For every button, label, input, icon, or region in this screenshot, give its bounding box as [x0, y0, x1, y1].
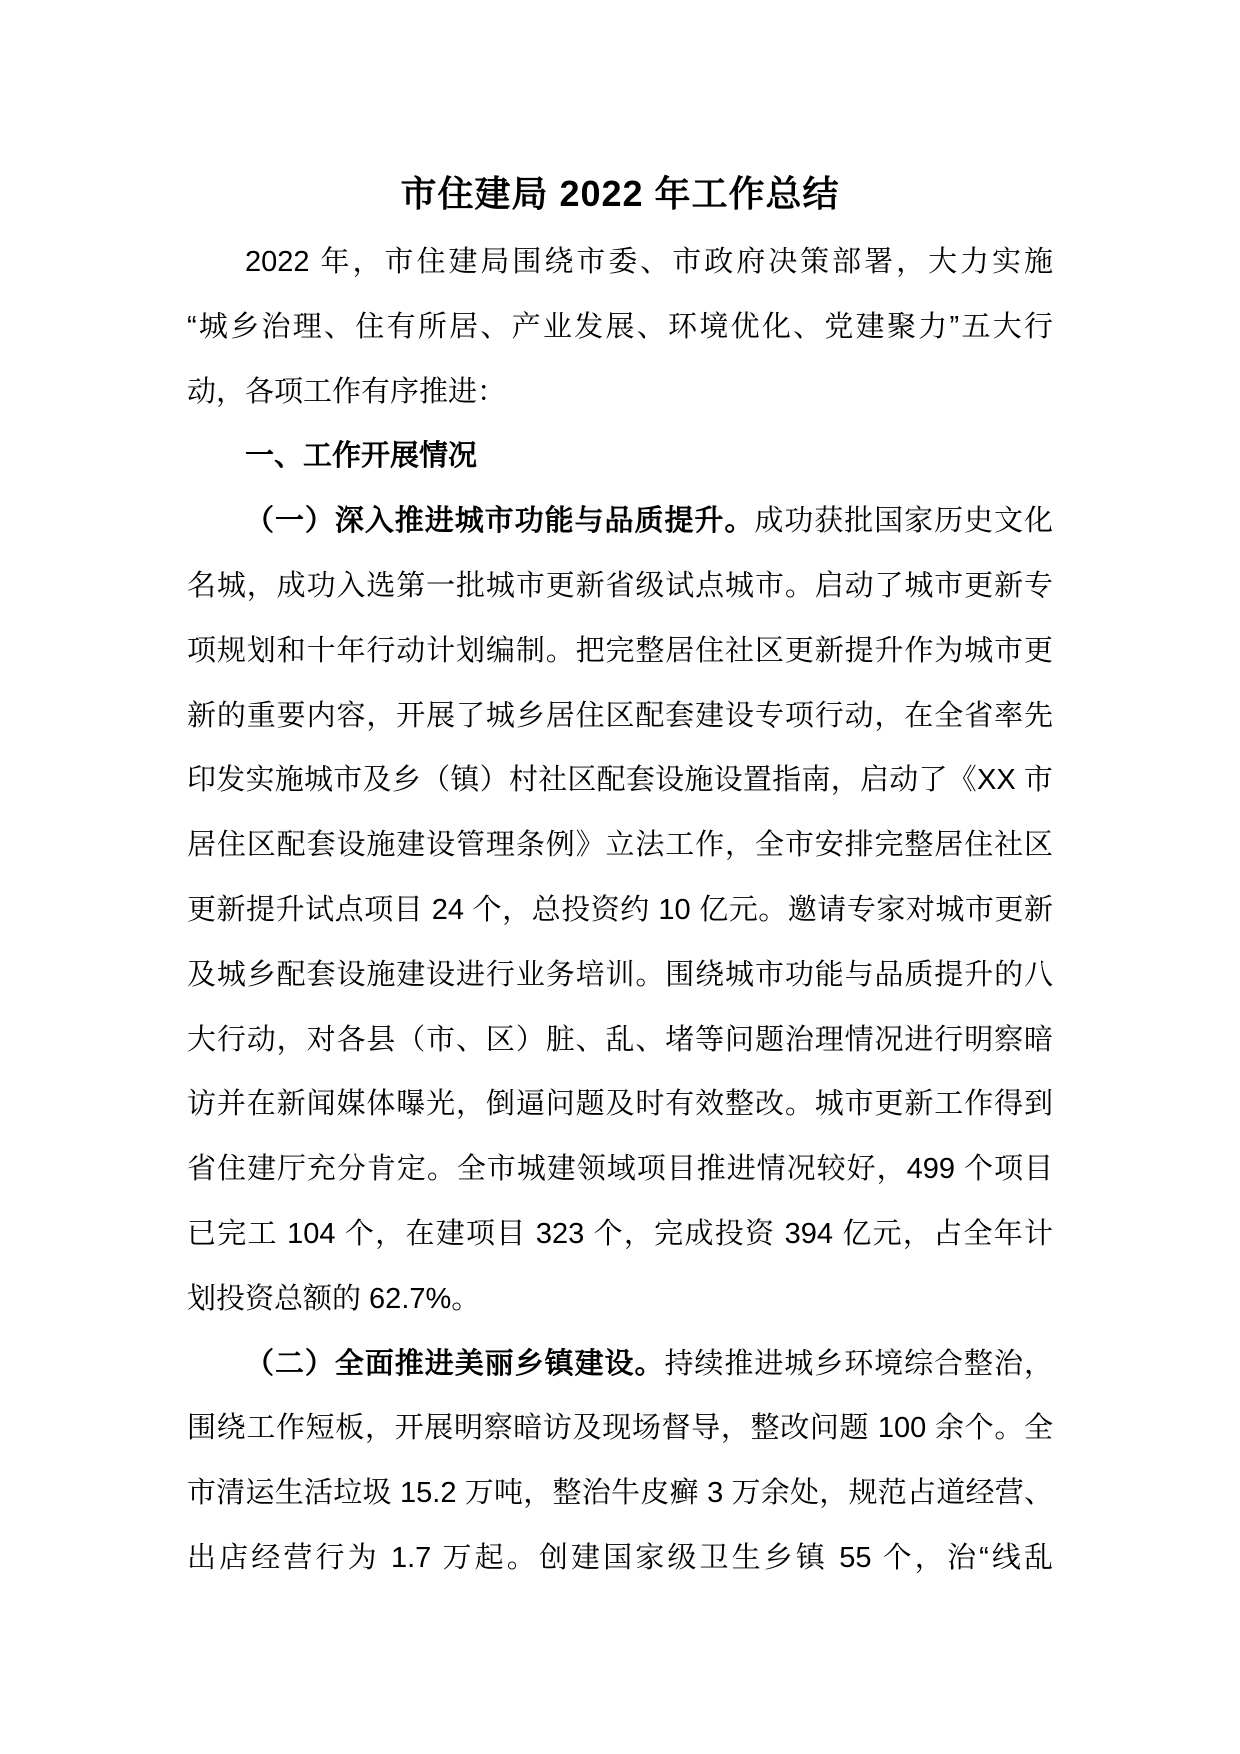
bold-text-run: 一、工作开展情况: [245, 440, 478, 473]
text-run: 市清运生活垃圾 15.2 万吨，整治牛皮癣 3 万余处，规范占道经营、: [187, 1477, 1053, 1510]
bold-text-run: （二）全面推进美丽乡镇建设。: [245, 1347, 665, 1380]
document-line: [187, 619, 1053, 684]
document-line: [187, 1332, 1053, 1397]
text-run: 划投资总额的 62.7%。: [187, 1282, 481, 1315]
document-line: [187, 684, 1053, 749]
document-line: [187, 813, 1053, 878]
text-run: 印发实施城市及乡（镇）村社区配套设施设置指南，启动了《XX 市: [187, 764, 1053, 797]
document-line: [187, 230, 1053, 295]
text-run: 大行动，对各县（市、区）脏、乱、堵等问题治理情况进行明察暗: [187, 1023, 1053, 1056]
document-line: [187, 1202, 1053, 1267]
text-run: 持续推进城乡环境综合整治，: [664, 1347, 1053, 1380]
document-line: [187, 1526, 1053, 1591]
bold-text-run: （一）深入推进城市功能与品质提升。: [245, 505, 755, 538]
document-line: [187, 943, 1053, 1008]
document-line: [187, 295, 1053, 360]
document-line: [187, 1008, 1053, 1073]
document-line: [187, 424, 1053, 489]
text-run: 访并在新闻媒体曝光，倒逼问题及时有效整改。城市更新工作得到: [187, 1088, 1053, 1121]
text-run: “城乡治理、住有所居、产业发展、环境优化、党建聚力”五大行: [187, 310, 1053, 343]
document-line: [187, 360, 1053, 425]
document-line: [187, 1396, 1053, 1461]
text-run: 居住区配套设施建设管理条例》立法工作，全市安排完整居住社区: [187, 829, 1053, 862]
document-title: 市住建局 2022 年工作总结: [400, 173, 840, 214]
text-run: 动，各项工作有序推进：: [187, 375, 507, 408]
document-line: [187, 1267, 1053, 1332]
text-run: 成功获批国家历史文化: [754, 505, 1053, 538]
text-run: 及城乡配套设施建设进行业务培训。围绕城市功能与品质提升的八: [187, 958, 1053, 991]
text-run: 项规划和十年行动计划编制。把完整居住社区更新提升作为城市更: [187, 634, 1053, 667]
text-run: 已完工 104 个，在建项目 323 个，完成投资 394 亿元，占全年计: [187, 1217, 1053, 1250]
document-line: [187, 1137, 1053, 1202]
text-run: 出店经营行为 1.7 万起。创建国家级卫生乡镇 55 个，治“线乱: [187, 1541, 1053, 1574]
text-run: 更新提升试点项目 24 个，总投资约 10 亿元。邀请专家对城市更新: [187, 893, 1053, 926]
document-line: [187, 878, 1053, 943]
document-line: [187, 489, 1053, 554]
text-run: 新的重要内容，开展了城乡居住区配套建设专项行动，在全省率先: [187, 699, 1053, 732]
text-run: 围绕工作短板，开展明察暗访及现场督导，整改问题 100 余个。全: [187, 1412, 1053, 1445]
document-line: [187, 554, 1053, 619]
document-line: [187, 748, 1053, 813]
text-run: 名城，成功入选第一批城市更新省级试点城市。启动了城市更新专: [187, 569, 1053, 602]
document-line: [187, 1461, 1053, 1526]
text-run: 省住建厅充分肯定。全市城建领域项目推进情况较好，499 个项目: [187, 1153, 1053, 1186]
document-line: [187, 1072, 1053, 1137]
document-body: [187, 230, 1053, 1591]
text-run: 2022 年，市住建局围绕市委、市政府决策部署，大力实施: [245, 246, 1053, 278]
